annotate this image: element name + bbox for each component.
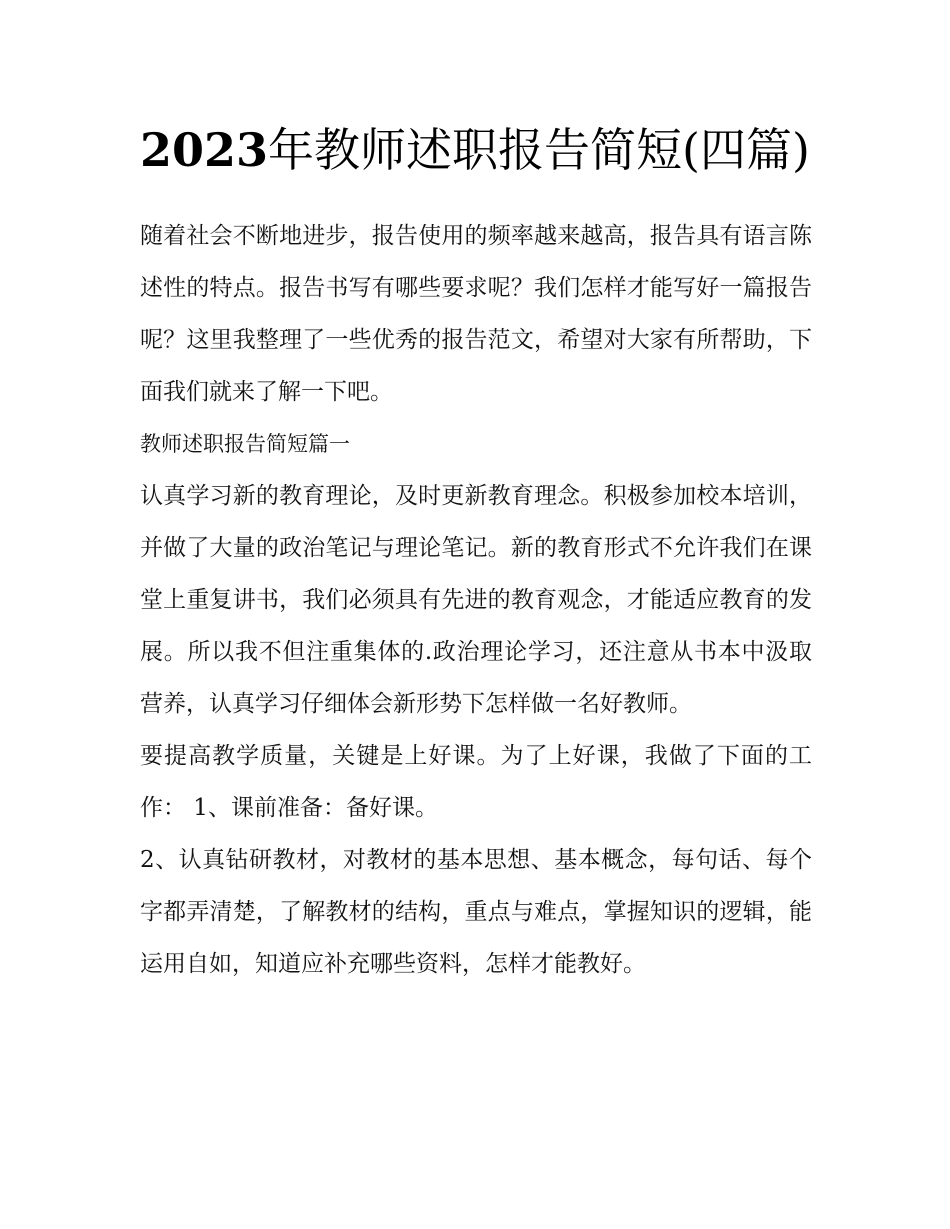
body-paragraph: 要提高教学质量，关键是上好课。为了上好课，我做了下面的工作： 1、课前准备：备好课。 <box>140 743 812 821</box>
document-page <box>140 112 812 990</box>
document-title <box>140 112 812 188</box>
intro-paragraph: 随着社会不断地进步，报告使用的频率越来越高，报告具有语言陈述性的特点。报告书写有哪些要求呢？我们怎样才能写好一篇报告呢？这里我整理了一些优秀的报告范文，希望对大家有所帮助，下面我们就来了解一下吧。 <box>140 223 812 405</box>
title-year: 2023 <box>140 123 269 177</box>
section-heading: 教师述职报告简短篇一 <box>140 432 350 456</box>
body-paragraph: 认真学习新的教育理论，及时更新教育理念。积极参加校本培训，并做了大量的政治笔记与理论笔记。新的教育形式不允许我们在课堂上重复讲书，我们必须具有先进的教育观念，才能适应教育的发展。所以我不但注重集体的.政治理论学习，还注意从书本中汲取营养，认真学习仔细体会新形势下怎样做一名好教师。 <box>140 483 812 717</box>
body-paragraph: 2、认真钻研教材，对教材的基本思想、基本概念，每句话、每个字都弄清楚，了解教材的结构，重点与难点，掌握知识的逻辑，能运用自如，知道应补充哪些资料，怎样才能教好。 <box>140 847 812 977</box>
title-text: 年教师述职报告简短(四篇) <box>268 123 810 177</box>
document-body <box>140 210 812 990</box>
